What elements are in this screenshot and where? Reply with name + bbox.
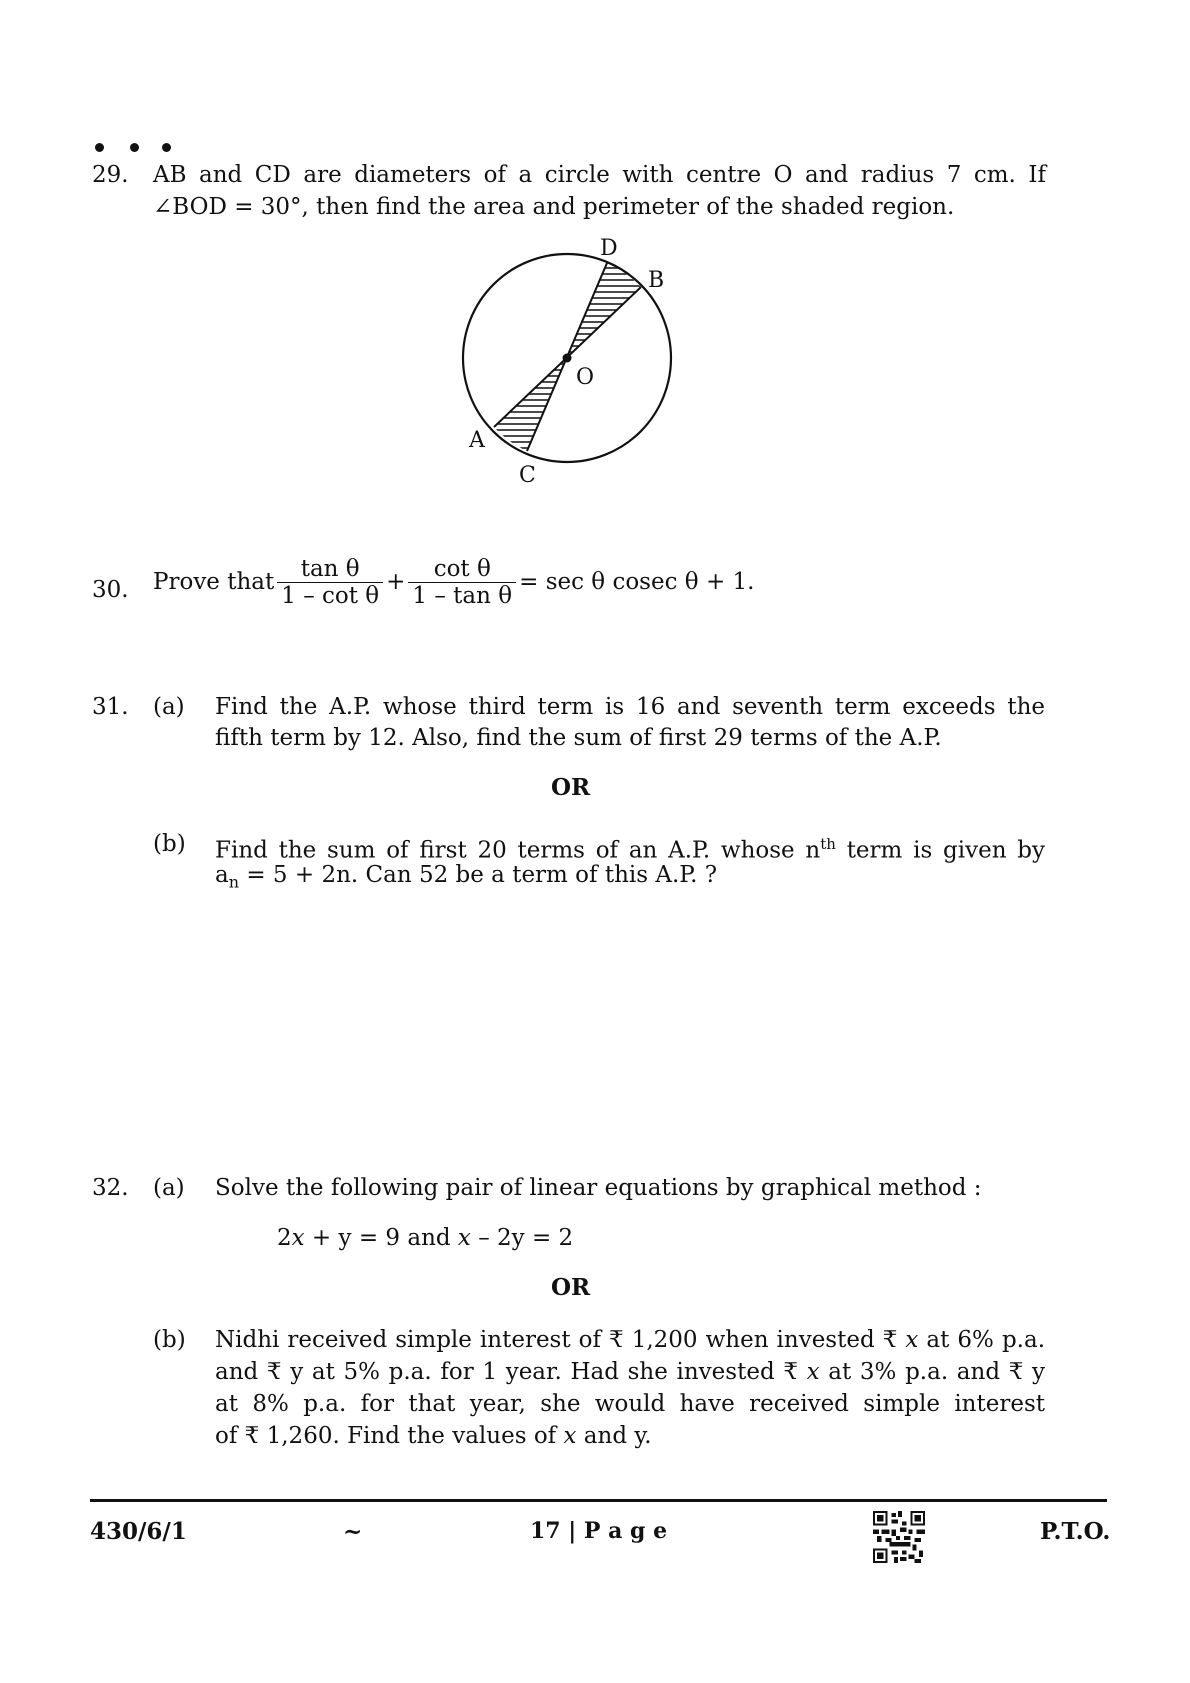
shaded-sector-aoc [480,364,580,448]
equation-pair: 2x + y = 9 and x – 2y = 2 [277,1225,574,1251]
prove-prefix: Prove that [153,569,275,595]
label-c: C [519,463,536,488]
fraction-2: $\frac{\text{cot θ}}{\text{1 – tan θ}}$ [408,556,516,609]
question-text-line: ∠BOD = 30°, then find the area and perimeter of the shaded region. [153,194,955,220]
part-label-a: (a) [153,1175,185,1201]
or-separator: OR [551,774,591,801]
dot-icon [95,143,104,152]
dot-icon [130,143,139,152]
rhs-expression: = sec θ cosec θ + 1. [519,569,755,595]
fraction-1: $\frac{\text{tan θ}}{\text{1 – cot θ}}$ [277,556,383,609]
part-a-line: Solve the following pair of linear equations by graphical method : [215,1175,982,1201]
tilde-mark: ~ [343,1518,363,1545]
pto-label: P.T.O. [1040,1518,1111,1545]
centre-point [563,354,572,363]
part-b-line: Find the sum of first 20 terms of an A.P. whose $n^{th}$ term is given by [215,835,1045,864]
label-a: A [469,428,485,453]
part-label-a: (a) [153,694,185,720]
part-a-line: Find the A.P. whose third term is 16 and seventh term exceeds the [215,694,1045,720]
part-label-b: (b) [153,1327,186,1353]
footer-divider [90,1499,1107,1502]
qr-code-icon [873,1511,925,1563]
page-number: 17 | P a g e [530,1518,668,1544]
part-b-line: at 8% p.a. for that year, she would have received simple interest [215,1391,1045,1417]
question-text [153,556,754,608]
question-number: 29. [92,162,129,188]
paper-code: 430/6/1 [90,1518,187,1545]
part-b-line: $a_n = 5 + 2n$. Can 52 be a term of this A.P. ? [215,862,718,892]
label-d: D [600,236,618,261]
or-separator: OR [551,1274,591,1301]
plus-sign: + [386,569,406,595]
circle-diagram [440,225,700,495]
question-text-line: AB and CD are diameters of a circle with centre O and radius 7 cm. If [153,162,1046,188]
label-o: O [576,365,595,390]
part-label-b: (b) [153,831,186,857]
part-b-line: and ₹ y at 5% p.a. for 1 year. Had she invested ₹ x at 3% p.a. and ₹ y [215,1359,1045,1385]
question-number: 31. [92,694,129,720]
question-number: 32. [92,1175,129,1201]
part-b-line: Nidhi received simple interest of ₹ 1,200 when invested ₹ x at 6% p.a. [215,1327,1045,1353]
dot-icon [162,143,171,152]
part-a-line: fifth term by 12. Also, find the sum of first 29 terms of the A.P. [215,725,942,751]
label-b: B [648,268,665,293]
part-b-line: of ₹ 1,260. Find the values of x and y. [215,1423,652,1449]
question-number: 30. [92,577,129,603]
